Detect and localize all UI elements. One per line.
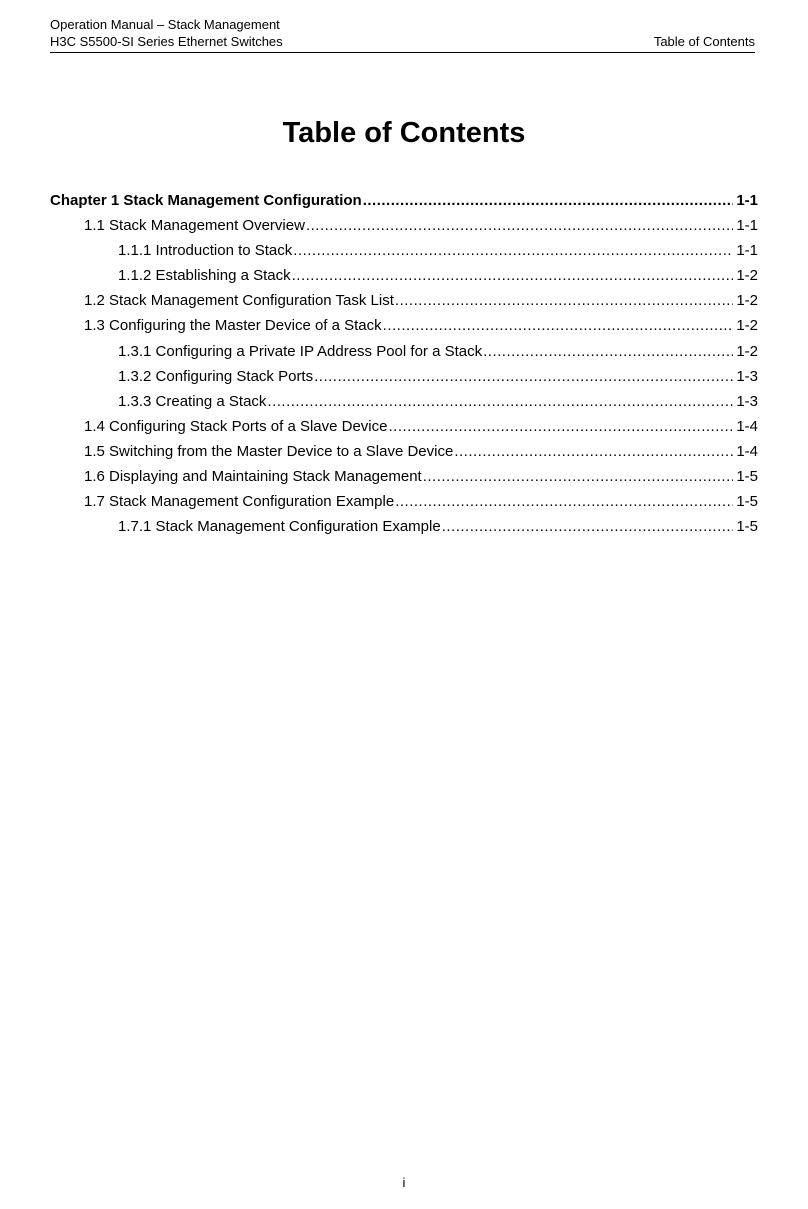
header-product-name: H3C S5500-SI Series Ethernet Switches xyxy=(50,34,283,49)
page-number: i xyxy=(402,1175,406,1190)
toc-entry-page[interactable]: 1-5 xyxy=(736,518,758,536)
toc-entry-page[interactable]: 1-4 xyxy=(736,442,758,460)
toc-dot-leader xyxy=(267,389,733,414)
toc-entry[interactable] xyxy=(50,339,758,364)
toc-entry[interactable] xyxy=(50,238,758,263)
page-footer xyxy=(0,1174,808,1192)
toc-entry[interactable] xyxy=(50,213,758,238)
toc-entry-page[interactable]: 1-4 xyxy=(736,417,758,435)
toc-entry-title[interactable]: 1.3 Configuring the Master Device of a Stack xyxy=(84,317,382,335)
toc-entry[interactable] xyxy=(50,464,758,489)
toc-entry-title[interactable]: 1.1.1 Introduction to Stack xyxy=(118,242,293,260)
toc-dot-leader xyxy=(314,364,733,389)
toc-entry[interactable] xyxy=(50,364,758,389)
toc-entry-title[interactable]: 1.1.2 Establishing a Stack xyxy=(118,267,291,285)
toc-dot-leader xyxy=(293,238,733,263)
toc-dot-leader xyxy=(292,263,734,288)
toc-entry-page[interactable]: 1-1 xyxy=(736,242,758,260)
toc-entry-title[interactable]: 1.5 Switching from the Master Device to a Slave Device xyxy=(84,442,454,460)
toc-entry-page[interactable]: 1-3 xyxy=(736,392,758,410)
toc-dot-leader xyxy=(306,213,733,238)
toc-entry[interactable] xyxy=(50,389,758,414)
toc-entry[interactable] xyxy=(50,439,758,464)
toc-dot-leader xyxy=(395,489,733,514)
toc-entry-title[interactable]: 1.7 Stack Management Configuration Example xyxy=(84,493,395,511)
toc-entry-title[interactable]: 1.7.1 Stack Management Configuration Example xyxy=(118,518,441,536)
toc-dot-leader xyxy=(454,439,733,464)
toc-dot-leader xyxy=(483,339,733,364)
page-header xyxy=(50,16,755,53)
toc-entry-title[interactable]: 1.2 Stack Management Configuration Task List xyxy=(84,292,394,310)
toc-entry[interactable] xyxy=(50,414,758,439)
toc-entry-page[interactable]: 1-5 xyxy=(736,493,758,511)
toc-dot-leader xyxy=(442,514,734,539)
toc-dot-leader xyxy=(389,414,734,439)
header-manual-title: Operation Manual – Stack Management xyxy=(50,17,280,32)
toc-entry-title[interactable]: Chapter 1 Stack Management Configuration xyxy=(50,192,362,209)
toc-dot-leader xyxy=(383,313,734,338)
toc-entry-page[interactable]: 1-2 xyxy=(736,292,758,310)
toc-entry[interactable] xyxy=(50,263,758,288)
toc-entry-page[interactable]: 1-2 xyxy=(736,317,758,335)
toc-dot-leader xyxy=(423,464,734,489)
toc-entry-page[interactable]: 1-3 xyxy=(736,367,758,385)
header-section-name: Table of Contents xyxy=(653,34,755,49)
toc-entry-title[interactable]: 1.3.1 Configuring a Private IP Address Pool for a Stack xyxy=(118,342,483,360)
toc-entry-title[interactable]: 1.1 Stack Management Overview xyxy=(84,217,305,235)
toc-entry-page[interactable]: 1-2 xyxy=(736,267,758,285)
toc-entry-title[interactable]: 1.6 Displaying and Maintaining Stack Management xyxy=(84,468,422,486)
table-of-contents xyxy=(50,188,758,539)
toc-entry-title[interactable]: 1.3.2 Configuring Stack Ports xyxy=(118,367,314,385)
toc-entry-page[interactable]: 1-2 xyxy=(736,342,758,360)
toc-entry-title[interactable]: 1.4 Configuring Stack Ports of a Slave Device xyxy=(84,417,388,435)
toc-entry-page[interactable]: 1-1 xyxy=(736,217,758,235)
toc-entry[interactable] xyxy=(50,288,758,313)
page-title: Table of Contents xyxy=(282,117,526,149)
toc-entry[interactable] xyxy=(50,313,758,338)
toc-dot-leader xyxy=(363,188,734,213)
toc-entry[interactable] xyxy=(50,188,758,213)
toc-entry-page[interactable]: 1-1 xyxy=(736,192,758,209)
toc-entry[interactable] xyxy=(50,489,758,514)
toc-entry-title[interactable]: 1.3.3 Creating a Stack xyxy=(118,392,267,410)
toc-entry[interactable] xyxy=(50,514,758,539)
toc-dot-leader xyxy=(395,288,733,313)
toc-entry-page[interactable]: 1-5 xyxy=(736,468,758,486)
